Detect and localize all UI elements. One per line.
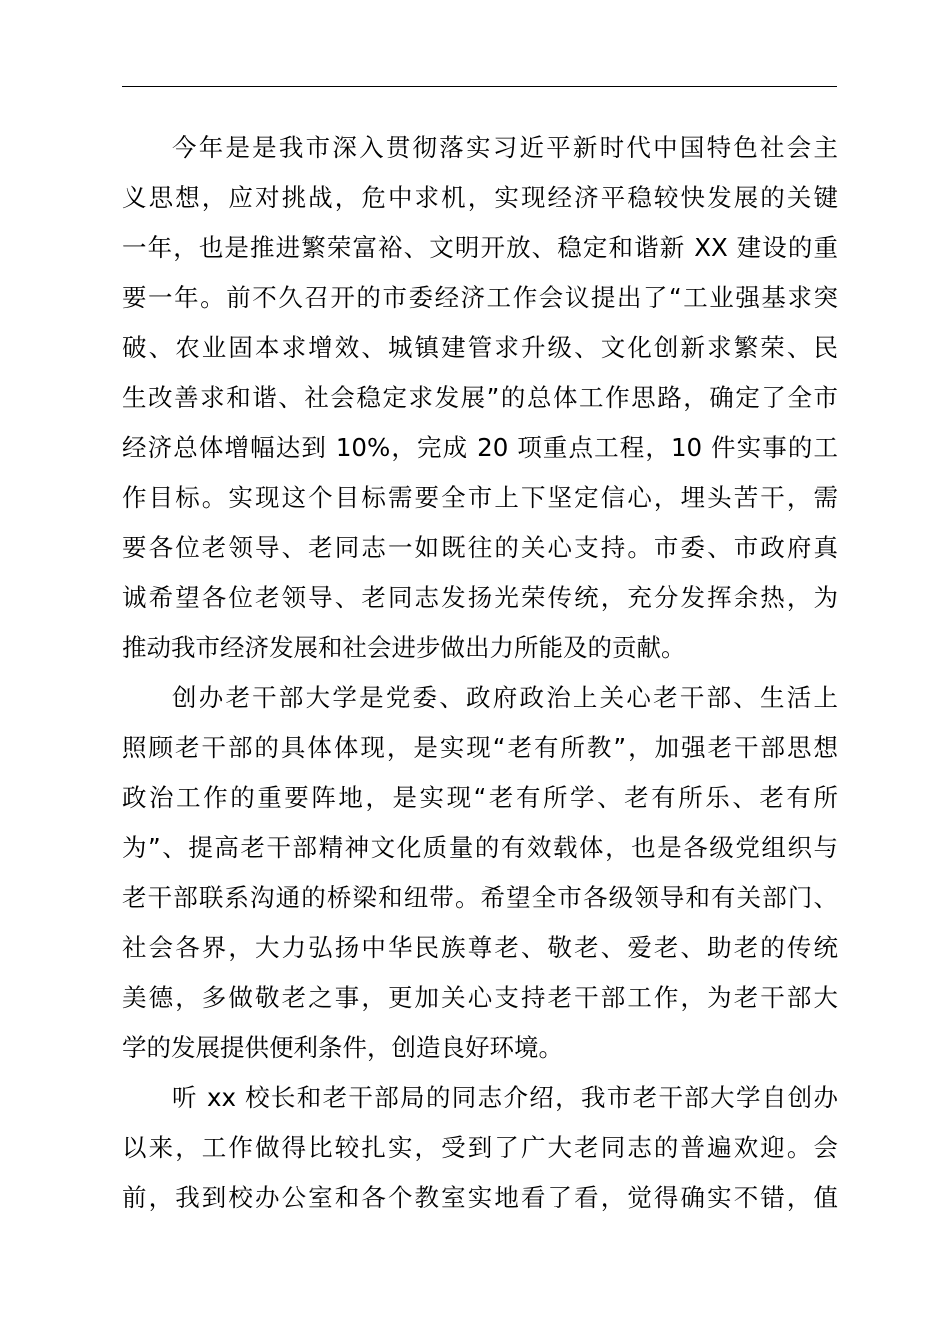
text-line: 义思想，应对挑战，危中求机，实现经济平稳较快发展的关键 [122, 183, 838, 212]
text-line: 要一年。前不久召开的市委经济工作会议提出了“工业强基求突 [122, 283, 838, 312]
text-line: 一年，也是推进繁荣富裕、文明开放、稳定和谐新 XX 建设的重 [122, 233, 838, 262]
text-line: 照顾老干部的具体体现，是实现“老有所教”，加强老干部思想 [122, 733, 838, 762]
text-line: 为”、提高老干部精神文化质量的有效载体，也是各级党组织与 [122, 833, 838, 862]
text-line: 前，我到校办公室和各个教室实地看了看，觉得确实不错，值 [122, 1183, 838, 1212]
text-line: 社会各界，大力弘扬中华民族尊老、敬老、爱老、助老的传统 [122, 933, 838, 962]
text-line: 破、农业固本求增效、城镇建管求升级、文化创新求繁荣、民 [122, 333, 838, 362]
text-line: 政治工作的重要阵地，是实现“老有所学、老有所乐、老有所 [122, 783, 838, 812]
document-body [122, 123, 838, 1223]
text-line: 老干部联系沟通的桥梁和纽带。希望全市各级领导和有关部门、 [122, 883, 838, 912]
header-rule [122, 86, 837, 87]
text-line: 创办老干部大学是党委、政府政治上关心老干部、生活上 [172, 683, 838, 712]
text-line: 推动我市经济发展和社会进步做出力所能及的贡献。 [122, 633, 686, 662]
text-line: 听 xx 校长和老干部局的同志介绍，我市老干部大学自创办 [172, 1083, 838, 1112]
text-line: 诚希望各位老领导、老同志发扬光荣传统，充分发挥余热，为 [122, 583, 838, 612]
text-line: 以来，工作做得比较扎实，受到了广大老同志的普遍欢迎。会 [122, 1133, 838, 1162]
text-line: 要各位老领导、老同志一如既往的关心支持。市委、市政府真 [122, 533, 838, 562]
text-line: 美德，多做敬老之事，更加关心支持老干部工作，为老干部大 [122, 983, 838, 1012]
text-line: 今年是是我市深入贯彻落实习近平新时代中国特色社会主 [172, 133, 838, 162]
text-line: 作目标。实现这个目标需要全市上下坚定信心，埋头苦干，需 [122, 483, 838, 512]
text-line: 经济总体增幅达到 10%，完成 20 项重点工程，10 件实事的工 [122, 433, 838, 462]
text-line: 生改善求和谐、社会稳定求发展”的总体工作思路，确定了全市 [122, 383, 838, 412]
text-line: 学的发展提供便利条件，创造良好环境。 [122, 1033, 563, 1062]
